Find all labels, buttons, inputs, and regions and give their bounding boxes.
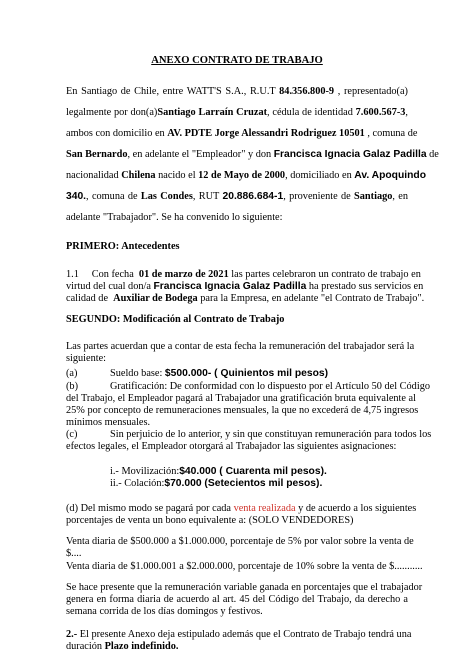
worker-address: Av. Apoquindo xyxy=(354,170,426,181)
allowance-label: i.- Movilización: xyxy=(110,466,180,477)
worker-name: Francisca Ignacia Galaz Padilla xyxy=(273,149,427,160)
item-b-line-3: 25% por concepto de remuneraciones mensuales, la que no excederá de 4,75 ingresos xyxy=(66,405,419,416)
base-salary-label: Sueldo base: xyxy=(110,368,165,379)
intro-text: ambos con domicilio en xyxy=(66,128,168,139)
allowance-value: $40.000 ( Cuarenta mil pesos). xyxy=(179,466,327,477)
worker-address-number: 340. xyxy=(66,191,87,202)
item-b-line-4: mínimos mensuales. xyxy=(66,417,151,428)
item-a xyxy=(66,367,329,380)
intro-line-2 xyxy=(66,106,408,119)
allowance-label: ii.- Colación: xyxy=(110,478,165,489)
worker-position: Auxiliar de Bodega xyxy=(113,293,198,304)
intro-text: En Santiago de Chile, entre WATT'S S.A., R.U.T xyxy=(66,86,280,97)
primero-line-3 xyxy=(66,292,424,305)
highlight-sale: venta realizada xyxy=(233,503,296,514)
clause-2-text: duración xyxy=(66,641,105,652)
item-c-line-2: efectos legales, el Empleador otorgará al Trabajador las siguientes asignaciones: xyxy=(66,441,397,452)
variable-note-line-2: genera en forma diaria de acuerdo al art. 45 del Código del Trabajo, da derecho a xyxy=(66,594,408,605)
worker-origin: Santiago xyxy=(354,191,393,202)
item-d-line-2: porcentajes de venta un bono equivalente a: (SOLO VENDEDORES) xyxy=(66,515,354,526)
intro-line-3 xyxy=(66,127,418,140)
document-title: ANEXO CONTRATO DE TRABAJO xyxy=(151,55,323,66)
contract-start-date: 01 de marzo de 2021 xyxy=(138,269,229,280)
intro-text: , en adelante el "Empleador" y don xyxy=(127,149,274,160)
representative-id: 7.600.567-3 xyxy=(355,107,406,118)
intro-text: , comuna de xyxy=(364,128,418,139)
intro-text: nacido el xyxy=(155,170,199,181)
segundo-p2: siguiente: xyxy=(66,353,107,364)
variable-note-line-3: semana corrida de los días domingos y festivos. xyxy=(66,606,263,617)
worker-comuna: Las Condes xyxy=(140,191,193,202)
item-b-line-2: del Trabajo, el Empleador pagará al Trabajador una gratificación bruta equivalente al xyxy=(66,393,416,404)
section-segundo-heading: SEGUNDO: Modificación al Contrato de Trabajo xyxy=(66,314,285,325)
intro-text: , en xyxy=(392,191,408,202)
company-rut: 84.356.800-9 xyxy=(279,86,335,97)
primero-text: calidad de xyxy=(66,293,114,304)
base-salary-value: $500.000- ( Quinientos mil pesos) xyxy=(164,368,329,379)
allowance-meal xyxy=(110,477,322,490)
item-label: (b) xyxy=(66,381,79,392)
intro-text: de xyxy=(426,149,439,160)
worker-birthdate: 12 de Mayo de 2000 xyxy=(198,170,286,181)
item-label: (c) xyxy=(66,429,78,440)
intro-line-6 xyxy=(66,190,408,203)
primero-text: 1.1 Con fecha xyxy=(66,269,139,280)
intro-line-7: adelante "Trabajador". Se ha convenido lo siguiente: xyxy=(66,212,283,223)
sales-tier-1-cont: $.... xyxy=(66,548,82,559)
intro-text: , xyxy=(405,107,408,118)
allowance-value: $70.000 (Setecientos mil pesos). xyxy=(164,478,323,489)
intro-text: , cédula de identidad xyxy=(267,107,356,118)
item-d-text: (d) Del mismo modo se pagará por cada xyxy=(66,503,234,514)
primero-text: para la Empresa, en adelante "el Contrato de Trabajo". xyxy=(197,293,425,304)
intro-text: legalmente por don(a) xyxy=(66,107,158,118)
primero-text: ha prestado sus servicios en xyxy=(306,281,424,292)
section-primero-heading: PRIMERO: Antecedentes xyxy=(66,241,180,252)
clause-2-line-2 xyxy=(66,640,178,653)
clause-number: 2.- xyxy=(66,629,78,640)
worker-rut: 20.886.684-1 xyxy=(222,191,284,202)
intro-text: , proveniente de xyxy=(283,191,355,202)
intro-text: , comuna de xyxy=(86,191,141,202)
worker-name: Francisca Ignacia Galaz Padilla xyxy=(153,281,307,292)
intro-text: , domiciliado en xyxy=(285,170,355,181)
item-d-text: y de acuerdo a los siguientes xyxy=(295,503,417,514)
representative-name: Santiago Larraín Cruzat xyxy=(157,107,268,118)
item-b-text: Gratificación: De conformidad con lo dispuesto por el Artículo 50 del Código xyxy=(110,381,430,392)
item-c-text: Sin perjuicio de lo anterior, y sin que constituyan remuneración para todos los xyxy=(110,429,432,440)
sales-tier-2: Venta diaria de $1.000.001 a $2.000.000, porcentaje de 10% sobre la venta de $........... xyxy=(66,561,423,572)
company-address: AV. PDTE Jorge Alessandri Rodriguez 10501 xyxy=(167,128,365,139)
intro-text: , RUT xyxy=(192,191,223,202)
intro-line-1 xyxy=(66,85,408,98)
primero-text: las partes celebraron un contrato de trabajo en xyxy=(228,269,421,280)
worker-nationality: Chilena xyxy=(121,170,156,181)
intro-line-5 xyxy=(66,169,426,182)
sales-tier-1: Venta diaria de $500.000 a $1.000.000, porcentaje de 5% por valor sobre la venta de xyxy=(66,536,414,547)
intro-line-4 xyxy=(66,148,439,161)
item-label: (a) xyxy=(66,368,78,379)
variable-note-line-1: Se hace presente que la remuneración variable ganada en porcentajes que el trabajador xyxy=(66,582,423,593)
segundo-p1: Las partes acuerdan que a contar de esta fecha la remuneración del trabajador será la xyxy=(66,341,415,352)
primero-text: virtud del cual don/a xyxy=(66,281,154,292)
intro-text: nacionalidad xyxy=(66,170,122,181)
intro-text: , representado(a) xyxy=(334,86,408,97)
clause-2-text: El presente Anexo deja estipulado además que el Contrato de Trabajo tendrá una xyxy=(77,629,412,640)
contract-duration: Plazo indefinido. xyxy=(104,641,179,652)
company-comuna: San Bernardo xyxy=(66,149,128,160)
